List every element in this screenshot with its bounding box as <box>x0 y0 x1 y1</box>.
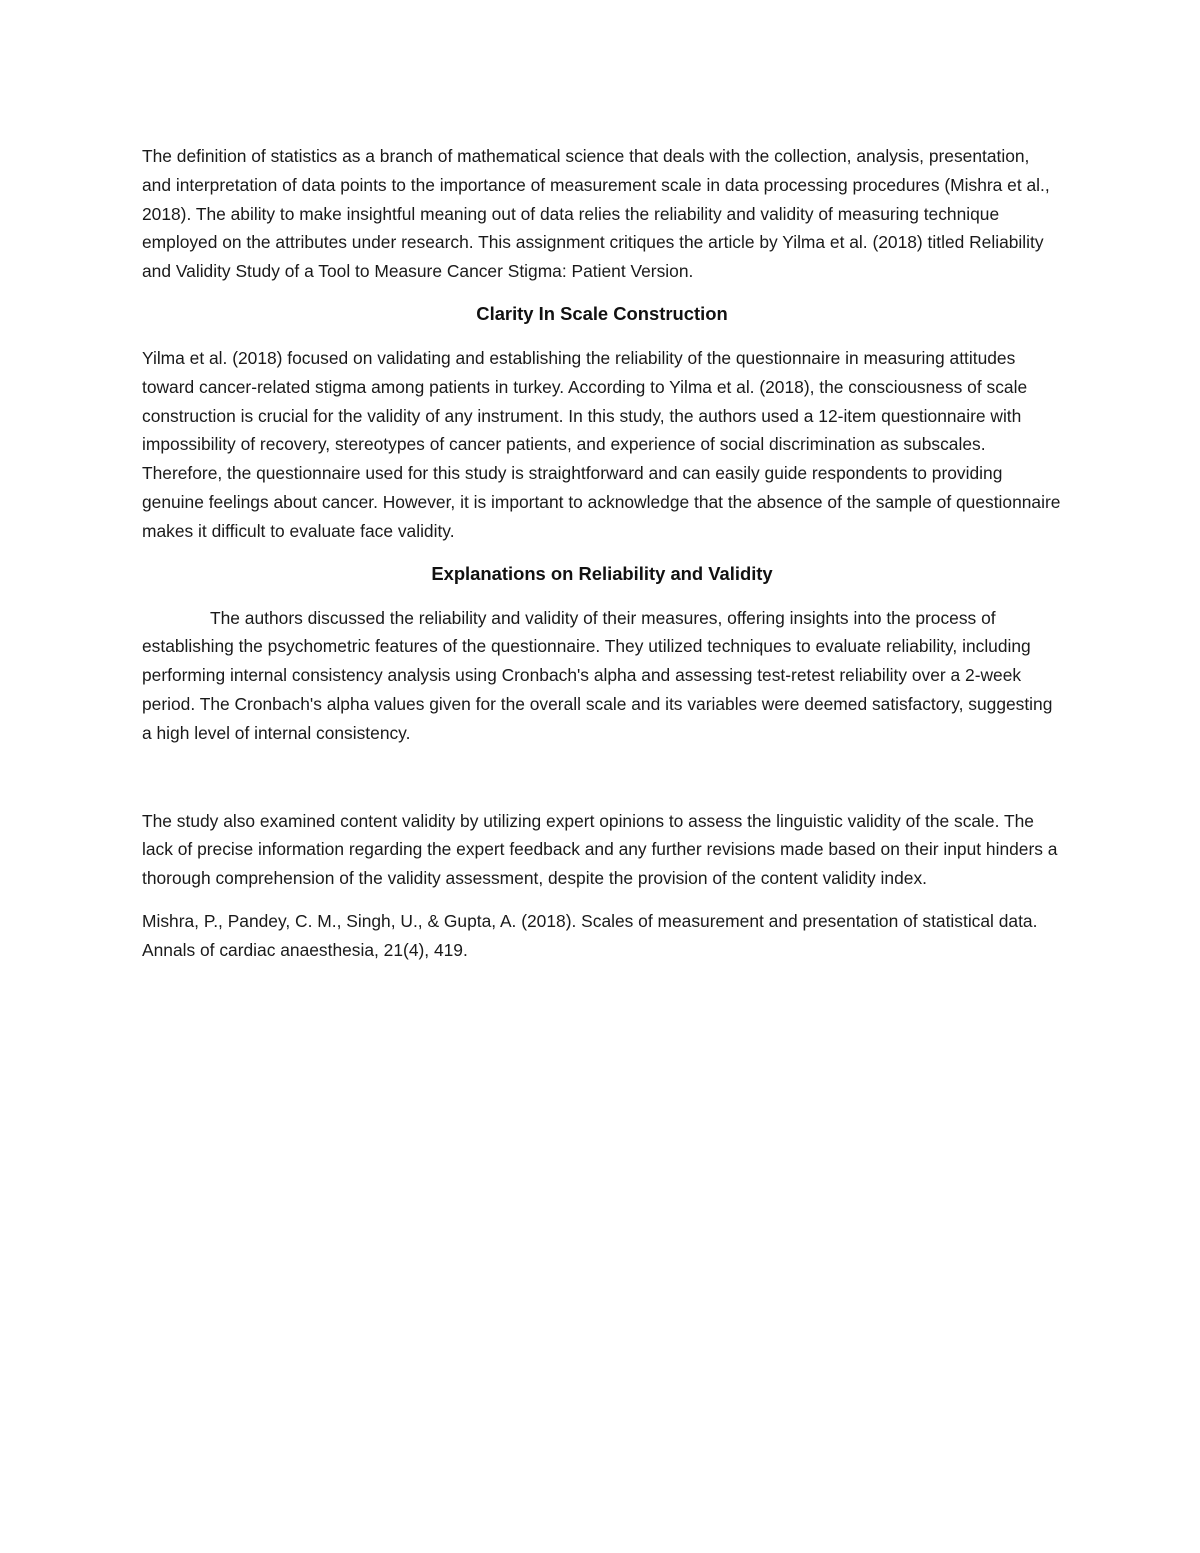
clarity-paragraph: Yilma et al. (2018) focused on validating and establishing the reliability of the questionnaire in measuring attitudes toward cancer-related stigma among patients in turkey. According to Yilma et al. (2018), the consciousness of scale construction is crucial for the validity of any instrument. In this study, the authors used a 12-item questionnaire with impossibility of recovery, stereotypes of cancer patients, and experience of social discrimination as subscales. Therefore, the questionnaire used for this study is straightforward and can easily guide respondents to providing genuine feelings about cancer. However, it is important to acknowledge that the absence of the sample of questionnaire makes it difficult to evaluate face validity. <box>142 347 1061 541</box>
heading-explanations: Explanations on Reliability and Validity <box>431 562 773 584</box>
intro-paragraph: The definition of statistics as a branch of mathematical science that deals with the collection, analysis, presentation, and interpretation of data points to the importance of measurement scale in data processing procedures (Mishra et al., 2018). The ability to make insightful meaning out of data relies the reliability and validity of measuring technique employed on the attributes under research. This assignment critiques the article by Yilma et al. (2018) titled Reliability and Validity Study of a Tool to Measure Cancer Stigma: Patient Version. <box>142 146 1050 282</box>
reliability-paragraph: The authors discussed the reliability and validity of their measures, offering insights into the process of establishing the psychometric features of the questionnaire. They utilized techniques to evaluate reliability, including performing internal consistency analysis using Cronbach's alpha and assessing test-retest reliability over a 2-week period. The Cronbach's alpha values given for the overall scale and its variables were deemed satisfactory, suggesting a high level of internal consistency. <box>142 607 1053 743</box>
blank-line <box>142 762 1062 807</box>
reference-entry: Mishra, P., Pandey, C. M., Singh, U., & Gupta, A. (2018). Scales of measurement and presentation of statistical data. Annals of cardiac anaesthesia, 21(4), 419. <box>142 910 1038 960</box>
validity-paragraph: The study also examined content validity by utilizing expert opinions to assess the linguistic validity of the scale. The lack of precise information regarding the expert feedback and any further revisions made based on their input hinders a thorough comprehension of the validity assessment, despite the provision of the content validity index. <box>142 810 1058 889</box>
document-body <box>142 142 1062 979</box>
heading-clarity: Clarity In Scale Construction <box>476 302 728 324</box>
